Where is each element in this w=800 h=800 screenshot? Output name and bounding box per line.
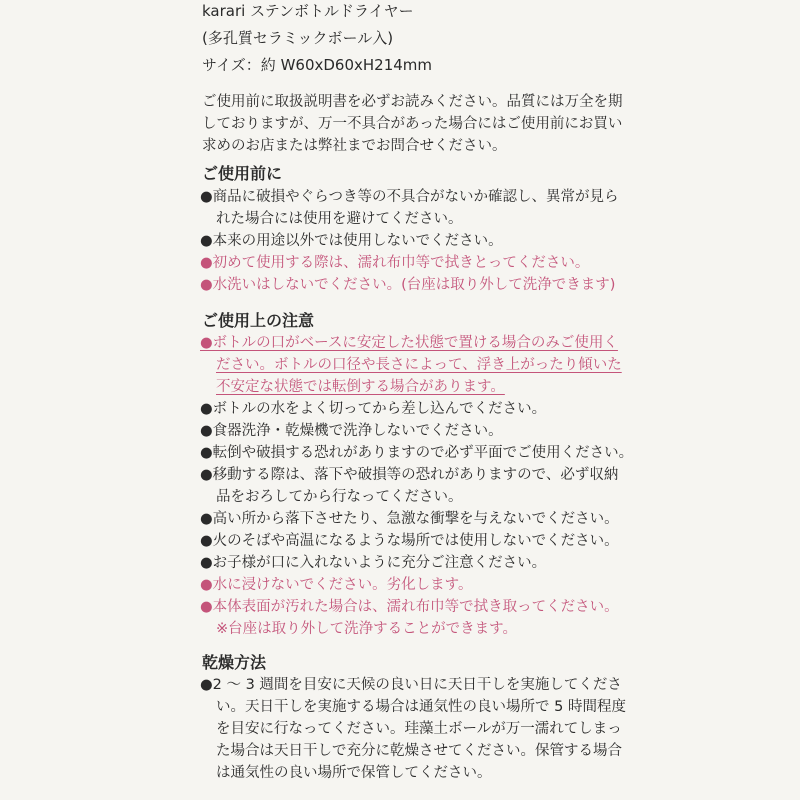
drying-text: を目安に行なってください。珪藻土ボールが万一濡れてしまっ <box>216 721 622 737</box>
product-size: サイズ：約 W60xD60xH214mm <box>202 56 433 74</box>
precaution-item-highlight: ●水に浸けないでください。劣化します。 <box>200 577 473 593</box>
precaution-item: ●転倒や破損する恐れがありますので必ず平面でご使用ください。 <box>200 445 634 461</box>
before-use-item-highlight: ●初めて使用する際は、濡れ布巾等で拭きとってください。 <box>200 255 590 271</box>
precaution-item: ●ボトルの水をよく切ってから差し込んでください。 <box>200 401 547 417</box>
precaution-note: ※台座は取り外して洗浄することができます。 <box>216 621 517 637</box>
precaution-warning: ●ボトルの口がベースに安定した状態で置ける場合のみご使用く <box>200 335 618 351</box>
precautions-heading: ご使用上の注意 <box>202 311 315 330</box>
drying-text: ●2 〜 3 週間を目安に天候の良い日に天日干しを実施してくださ <box>200 677 622 693</box>
precaution-warning: 不安定な状態では転倒する場合があります。 <box>216 379 505 395</box>
before-use-heading: ご使用前に <box>202 164 283 183</box>
precaution-item: 品をおろしてから行なってください。 <box>216 489 463 505</box>
intro-line-1: ご使用前に取扱説明書を必ずお読みください。品質には万全を期 <box>202 94 623 110</box>
before-use-item: れた場合には使用を避けてください。 <box>216 211 463 227</box>
before-use-item: ●本来の用途以外では使用しないでください。 <box>200 233 503 249</box>
drying-text: は通気性の良い場所で保管してください。 <box>216 765 492 781</box>
precaution-item: ●高い所から落下させたり、急激な衝撃を与えないでください。 <box>200 511 619 527</box>
precaution-item: ●食器洗浄・乾燥機で洗浄しないでください。 <box>200 423 503 439</box>
precaution-item: ●お子様が口に入れないように充分ご注意ください。 <box>200 555 547 571</box>
product-subtitle: (多孔質セラミックボール入) <box>202 29 394 47</box>
precaution-item-highlight: ●本体表面が汚れた場合は、濡れ布巾等で拭き取ってください。 <box>200 599 619 615</box>
drying-text: た場合は天日干しで充分に乾燥させてください。保管する場合 <box>216 743 622 759</box>
precaution-item: ●移動する際は、落下や破損等の恐れがありますので、必ず収納 <box>200 467 619 483</box>
before-use-item: ●商品に破損やぐらつき等の不具合がないか確認し、異常が見ら <box>200 189 619 205</box>
drying-text: い。天日干しを実施する場合は通気性の良い場所で 5 時間程度 <box>216 699 626 715</box>
precaution-item: ●火のそばや高温になるような場所では使用しないでください。 <box>200 533 619 549</box>
intro-line-2: しておりますが、万一不具合があった場合にはご使用前にお買い <box>202 116 623 132</box>
product-name: karari ステンボトルドライヤー <box>202 2 414 20</box>
before-use-item-highlight: ●水洗いはしないでください。(台座は取り外して洗浄できます) <box>200 277 616 293</box>
intro-line-3: 求めのお店または弊社までお問合せください。 <box>202 138 507 154</box>
drying-heading: 乾燥方法 <box>202 653 267 672</box>
precaution-warning: ださい。ボトルの口径や長さによって、浮き上がったり傾いた <box>216 357 622 373</box>
